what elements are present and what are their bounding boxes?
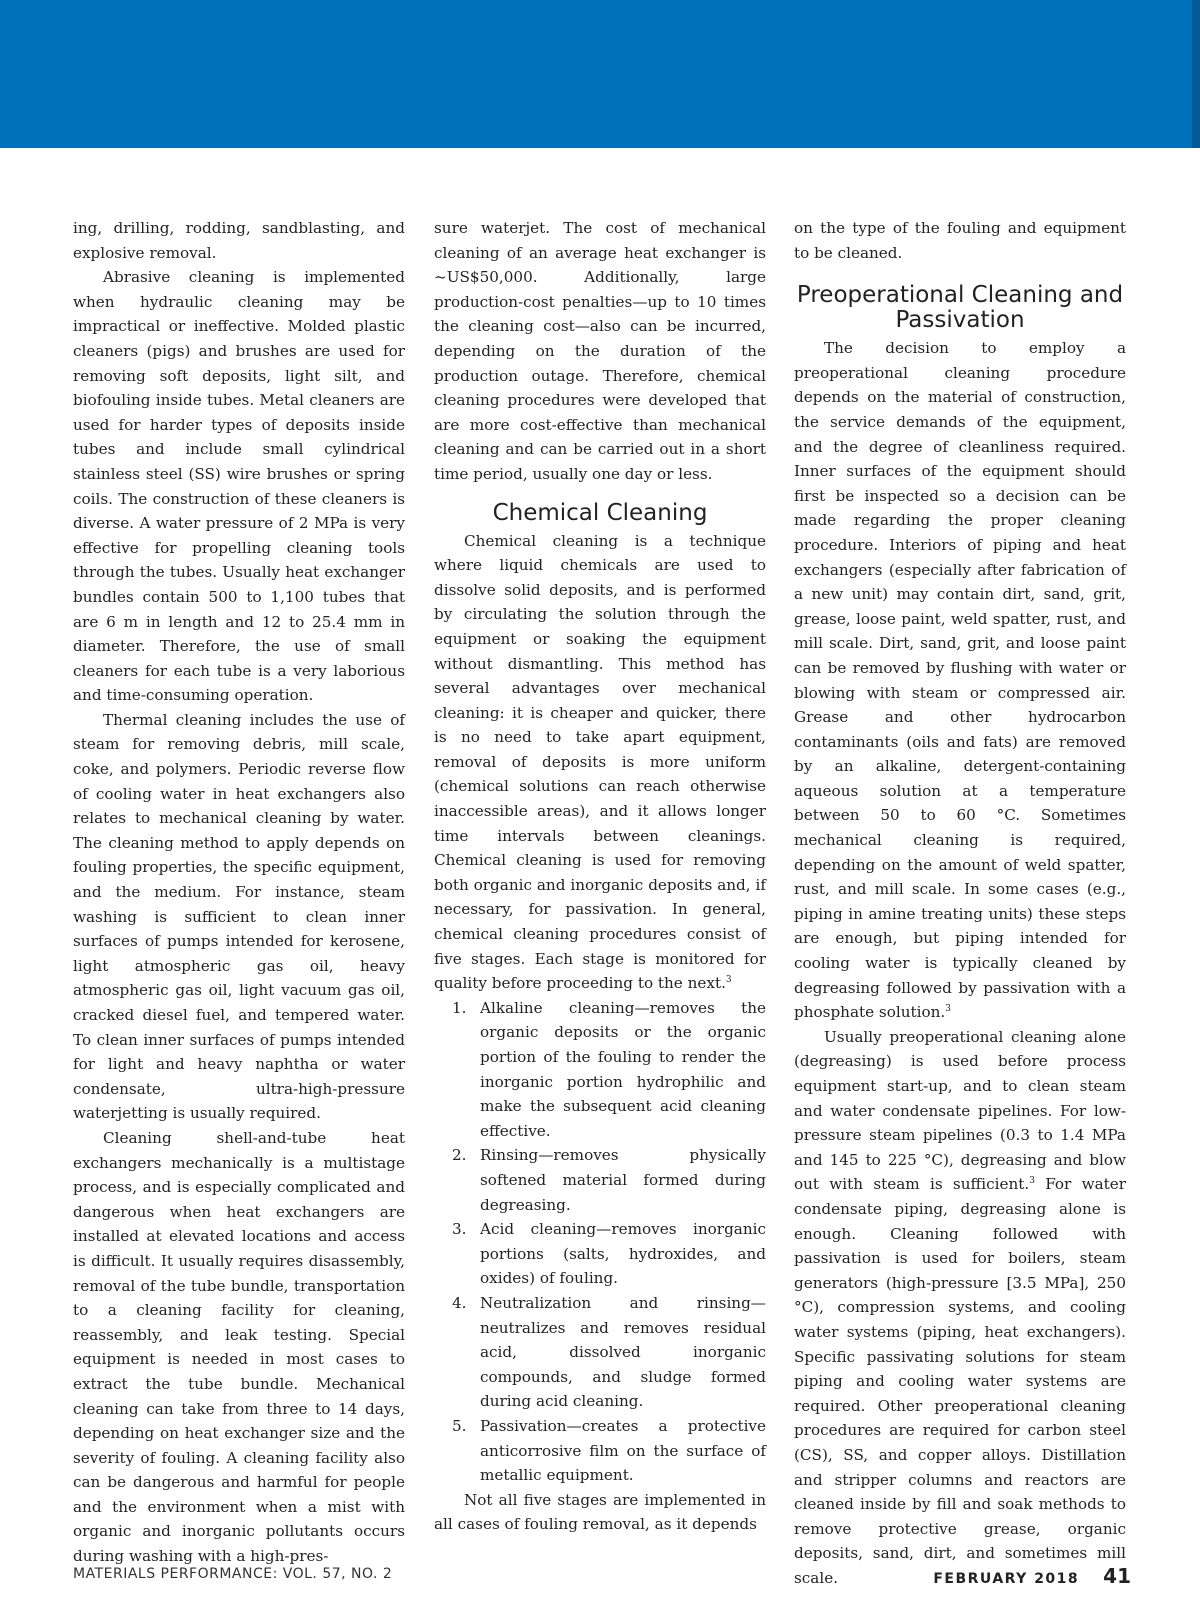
paragraph-text: Chemical cleaning is a technique where liquid chemicals are used to dissolve solid deposits, and is performed by circulating the solution through the equipment or soaking the equipment without dismantling. This method has several advantages over mechanical cleaning: it is cheaper and quicker, there is no need to take apart equipment, removal of deposits is more uniform (chemical solutions can reach otherwise inaccessible areas), and it allows longer time intervals between cleanings. Chemical cleaning is used for removing both organic and inorganic deposits and, if necessary, for passivation. In general, chemical cleaning procedures consist of five stages. Each stage is monitored for quality before proceeding to the next. [434, 531, 766, 993]
paragraph-text: The decision to employ a preoperational cleaning procedure depends on the material of construction, the service demands of the equipment, and the degree of cleanliness required. Inner surfaces of the equipment should first be inspected so a decision can be made regarding the proper cleaning procedure. Interiors of piping and heat exchangers (especially after fabrication of a new unit) may contain dirt, sand, grit, grease, loose paint, weld spatter, rust, and mill scale. Dirt, sand, grit, and loose paint can be removed by flushing with water or blowing with steam or compressed air. Grease and other hydrocarbon contaminants (oils and fats) are removed by an alkaline, detergent-containing aqueous solution at a temperature between 50 to 60 °C. Sometimes mechanical cleaning is required, depending on the amount of weld spatter, rust, and mill scale. In some cases (e.g., piping in amine treating units) these steps are enough, but piping intended for cooling water is typically cleaned by degreasing followed by passivation with a phosphate solution. [794, 339, 1126, 1022]
issue-date: FEBRUARY 2018 [933, 1571, 1080, 1587]
list-number: 4. [452, 1293, 467, 1312]
list-number: 2. [452, 1146, 467, 1165]
section-heading-chemical-cleaning: Chemical Cleaning [492, 499, 708, 526]
paragraph: sure waterjet. The cost of mechanical cleaning of an average heat exchanger is ~US$50,000. Additionally, large production-cost penalties—up to 10 times the cleaning cost—also can be incurred, depending on the duration of the production outage. Therefore, chemical cleaning procedures were developed that are more cost-effective than mechanical cleaning and can be carried out in a short time period, usually one day or less. [434, 219, 766, 483]
text-column-1 [73, 216, 405, 1569]
reference-superscript: 3 [1029, 1176, 1035, 1187]
paragraph-text: Usually preoperational cleaning alone (degreasing) is used before process equipment start-up, and to clean steam and water condensate pipelines. For low-pressure steam pipelines (0.3 to 1.4 MPa and 145 to 225 °C), degreasing and blow out with steam is sufficient. [794, 1027, 1126, 1194]
reference-superscript: 3 [945, 1004, 951, 1015]
reference-superscript: 3 [725, 975, 732, 986]
list-item [434, 1217, 766, 1291]
paragraph-text: For water condensate piping, degreasing alone is enough. Cleaning followed with passivation is used for boilers, steam generators (high-pressure [3.5 MPa], 250 °C), compression systems, and cooling water systems (piping, heat exchangers). Specific passivating solutions for steam piping and cooling water systems are required. Other preoperational cleaning procedures are required for carbon steel (CS), SS, and copper alloys. Distillation and stripper columns and reactors are cleaned inside by fill and soak methods to remove protective grease, organic deposits, sand, dirt, and sometimes mill scale. [794, 1175, 1127, 1587]
paragraph: Thermal cleaning includes the use of steam for removing debris, mill scale, coke, and polymers. Periodic reverse flow of cooling water in heat exchangers also relates to mechanical cleaning by water. The cleaning method to apply depends on fouling properties, the specific equipment, and the medium. For instance, steam washing is sufficient to clean inner surfaces of pumps intended for kerosene, light atmospheric gas oil, heavy atmospheric gas oil, light vacuum gas oil, cracked diesel fuel, and tempered water. To clean inner surfaces of pumps intended for light and heavy naphtha or water condensate, ultra-high-pressure waterjetting is usually required. [73, 710, 405, 1123]
header-banner-edge [1192, 0, 1200, 148]
paragraph [794, 336, 1126, 1025]
cleaning-stages-list [434, 996, 766, 1488]
paragraph [794, 1025, 1126, 1591]
publication-info: MATERIALS PERFORMANCE: VOL. 57, NO. 2 [73, 1566, 393, 1582]
section-heading-preoperational-cleaning: Preoperational Cleaning and Passivation [796, 282, 1124, 334]
list-text: Alkaline cleaning—removes the organic deposits or the organic portion of the fouling to render the inorganic portion hydrophilic and make the subsequent acid cleaning effective. [480, 998, 766, 1140]
list-text: Neutralization and rinsing—neutralizes and removes residual acid, dissolved inorganic compounds, and sludge formed during acid cleaning. [480, 1293, 766, 1411]
list-number: 3. [452, 1220, 467, 1239]
list-item [434, 996, 766, 1144]
list-text: Acid cleaning—removes inorganic portions (salts, hydroxides, and oxides) of fouling. [480, 1220, 766, 1288]
paragraph: Not all five stages are implemented in all cases of fouling removal, as it depends [434, 1490, 766, 1534]
list-item [434, 1291, 766, 1414]
page-footer [73, 1564, 1131, 1594]
list-item [434, 1143, 766, 1217]
paragraph: Cleaning shell-and-tube heat exchangers mechanically is a multistage process, and is especially complicated and dangerous when heat exchangers are installed at elevated locations and access is difficult. It usually requires disassembly, removal of the tube bundle, transportation to a cleaning facility for cleaning, reassembly, and leak testing. Special equipment is needed in most cases to extract the tube bundle. Mechanical cleaning can take from three to 14 days, depending on heat exchanger size and the severity of fouling. A cleaning facility also can be dangerous and harmful for people and the environment when a mist with organic and inorganic pollutants occurs during washing with a high-pres- [73, 1128, 405, 1566]
header-banner [0, 0, 1200, 148]
paragraph: Abrasive cleaning is implemented when hydraulic cleaning may be impractical or ineffective. Molded plastic cleaners (pigs) and brushes are used for removing soft deposits, light silt, and biofouling inside tubes. Metal cleaners are used for harder types of deposits inside tubes and include small cylindrical stainless steel (SS) wire brushes or spring coils. The construction of these cleaners is diverse. A water pressure of 2 MPa is very effective for propelling cleaning tools through the tubes. Usually heat exchanger bundles contain 500 to 1,100 tubes that are 6 m in length and 12 to 25.4 mm in diameter. Therefore, the use of small cleaners for each tube is a very laborious and time-consuming operation. [73, 268, 405, 705]
list-item [434, 1414, 766, 1488]
text-column-2 [434, 216, 766, 1537]
paragraph: on the type of the fouling and equipment to be cleaned. [794, 219, 1126, 262]
list-number: 5. [452, 1416, 467, 1435]
paragraph: ing, drilling, rodding, sandblasting, and explosive removal. [73, 219, 405, 262]
text-column-3 [794, 216, 1126, 1590]
footer-right [933, 1564, 1131, 1588]
list-text: Rinsing—removes physically softened material formed during degreasing. [480, 1146, 766, 1214]
list-number: 1. [452, 998, 467, 1017]
paragraph [434, 529, 766, 996]
list-text: Passivation—creates a protective anticorrosive film on the surface of metallic equipment. [480, 1416, 766, 1485]
page-number: 41 [1103, 1564, 1131, 1588]
